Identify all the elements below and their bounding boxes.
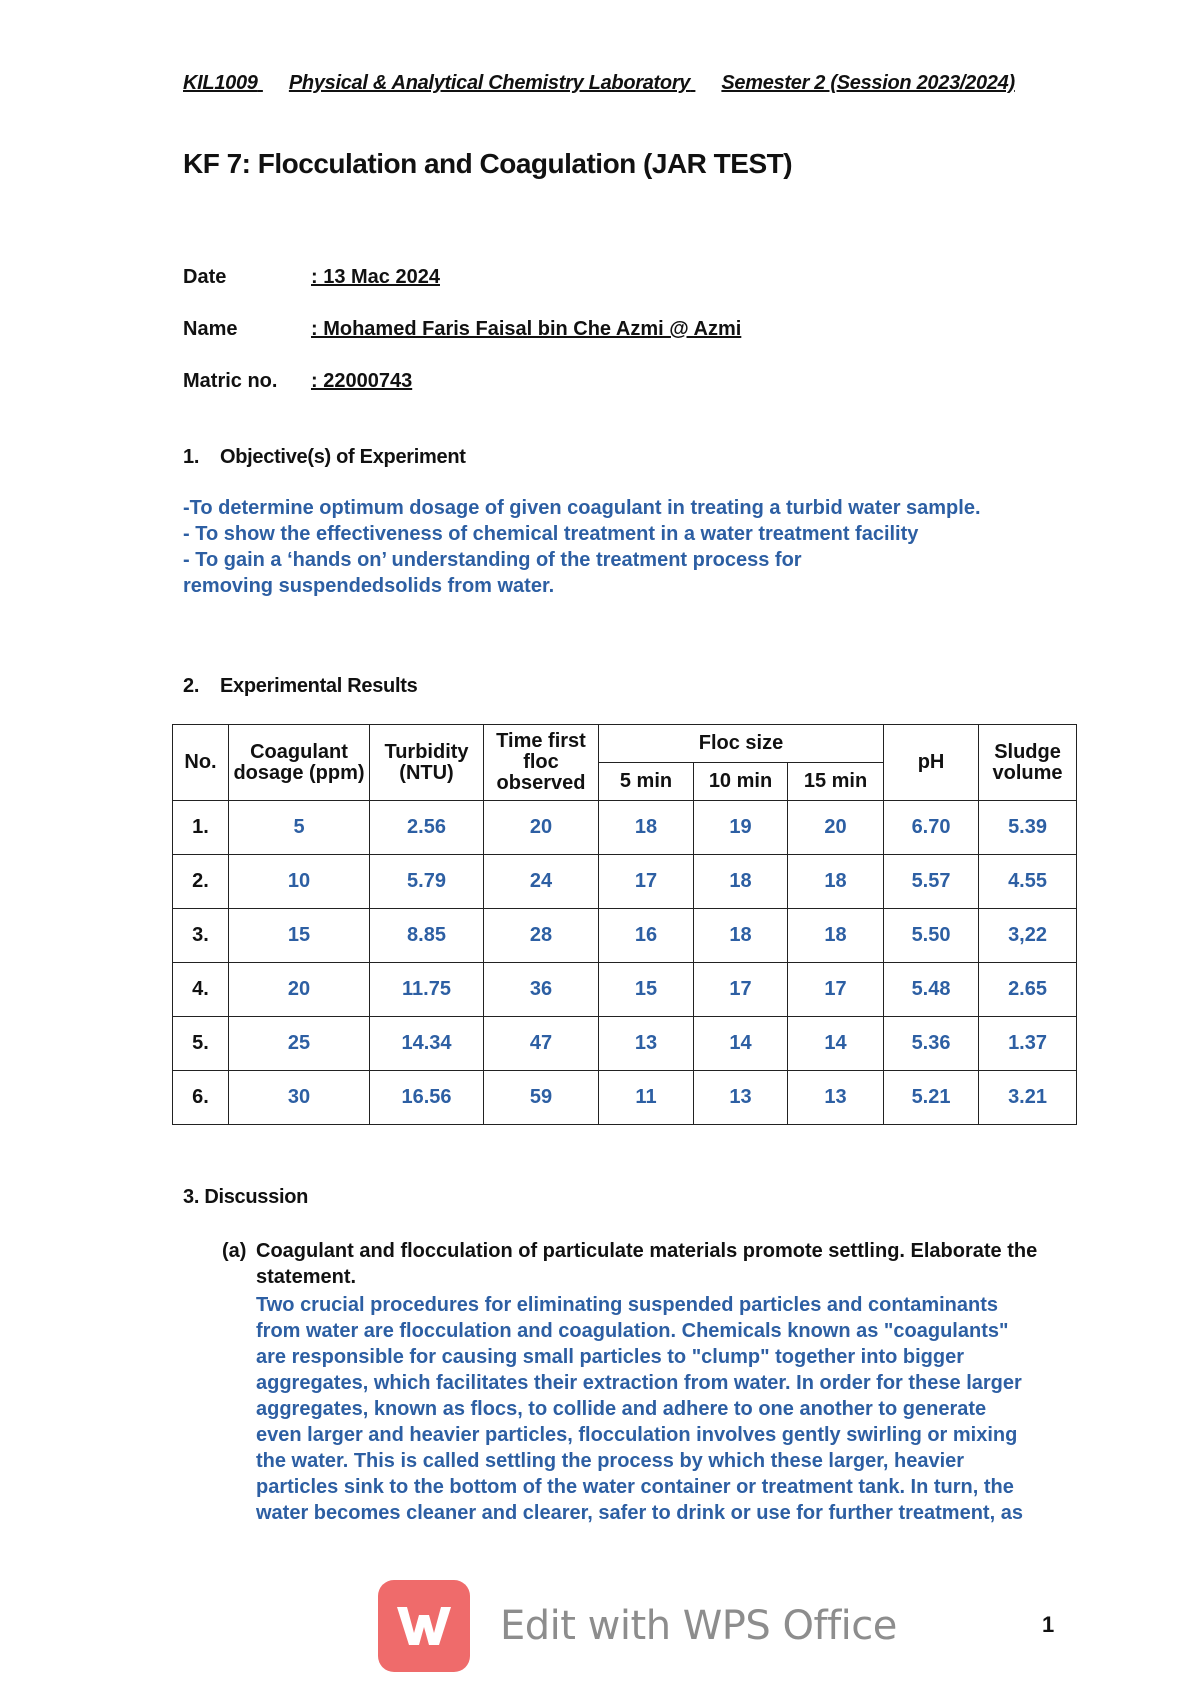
cell-sludge: 3,22 <box>979 909 1077 963</box>
discussion-answer <box>256 1292 1076 1526</box>
cell-dosage: 20 <box>229 963 370 1017</box>
cell-time: 20 <box>484 801 599 855</box>
cell-10min: 18 <box>694 855 788 909</box>
cell-10min: 13 <box>694 1071 788 1125</box>
section-1-number: 1. <box>183 446 200 468</box>
cell-dosage: 15 <box>229 909 370 963</box>
answer-line: even larger and heavier particles, flocculation involves gently swirling or mixing <box>256 1424 1018 1446</box>
answer-line: the water. This is called settling the process by which these larger, heavier <box>256 1450 965 1472</box>
table-row <box>173 909 1077 963</box>
date-value: : 13 Mac 2024 <box>311 266 440 288</box>
wps-edit-text[interactable]: Edit with WPS Office <box>500 1603 897 1649</box>
cell-5min: 11 <box>599 1071 694 1125</box>
section-1-title: Objective(s) of Experiment <box>220 446 466 468</box>
cell-dosage: 30 <box>229 1071 370 1125</box>
course-name: Physical & Analytical Chemistry Laboratory <box>288 72 691 94</box>
section-2-number: 2. <box>183 675 200 697</box>
cell-no: 6. <box>173 1071 229 1125</box>
name-field <box>183 318 741 341</box>
date-field <box>183 266 440 289</box>
answer-line: Two crucial procedures for eliminating suspended particles and contaminants <box>256 1294 999 1316</box>
cell-no: 2. <box>173 855 229 909</box>
cell-no: 1. <box>173 801 229 855</box>
matric-value: : 22000743 <box>311 370 413 392</box>
cell-time: 59 <box>484 1071 599 1125</box>
cell-15min: 18 <box>788 909 884 963</box>
document-title: KF 7: Flocculation and Coagulation (JAR TEST) <box>183 148 793 179</box>
cell-15min: 13 <box>788 1071 884 1125</box>
objective-line: - To show the effectiveness of chemical treatment in a water treatment facility <box>183 523 919 545</box>
objectives-text <box>183 495 1083 599</box>
objective-line: - To gain a ‘hands on’ understanding of the treatment process for <box>183 549 802 571</box>
header-sludge: Sludge volume <box>979 725 1077 801</box>
matric-label: Matric no. <box>183 370 278 392</box>
section-2-heading <box>183 675 417 698</box>
cell-5min: 17 <box>599 855 694 909</box>
running-header <box>183 72 1063 95</box>
cell-ph: 5.36 <box>884 1017 979 1071</box>
cell-no: 3. <box>173 909 229 963</box>
page-number: 1 <box>1042 1612 1055 1637</box>
cell-5min: 16 <box>599 909 694 963</box>
name-label: Name <box>183 318 238 340</box>
wps-logo-icon[interactable] <box>378 1580 470 1672</box>
table-row <box>173 963 1077 1017</box>
cell-dosage: 5 <box>229 801 370 855</box>
cell-turbidity: 11.75 <box>370 963 484 1017</box>
cell-5min: 13 <box>599 1017 694 1071</box>
header-15min: 15 min <box>788 763 884 801</box>
table-row <box>173 801 1077 855</box>
header-no: No. <box>173 725 229 801</box>
header-turbidity: Turbidity (NTU) <box>370 725 484 801</box>
answer-line: particles sink to the bottom of the water container or treatment tank. In turn, the <box>256 1476 1014 1498</box>
table-row <box>173 1017 1077 1071</box>
date-label: Date <box>183 266 227 288</box>
cell-ph: 5.50 <box>884 909 979 963</box>
matric-field <box>183 370 412 393</box>
section-2-title: Experimental Results <box>220 675 418 697</box>
cell-no: 4. <box>173 963 229 1017</box>
cell-15min: 14 <box>788 1017 884 1071</box>
cell-15min: 20 <box>788 801 884 855</box>
answer-line: aggregates, known as flocs, to collide and adhere to one another to generate <box>256 1398 987 1420</box>
answer-line: water becomes cleaner and clearer, safer to drink or use for further treatment, as <box>256 1502 1023 1524</box>
cell-time: 47 <box>484 1017 599 1071</box>
cell-time: 24 <box>484 855 599 909</box>
header-ph: pH <box>884 725 979 801</box>
question-text: Coagulant and flocculation of particulate materials promote settling. Elaborate the statement. <box>256 1240 1038 1288</box>
cell-sludge: 4.55 <box>979 855 1077 909</box>
name-value: : Mohamed Faris Faisal bin Che Azmi @ Azmi <box>311 318 742 340</box>
cell-10min: 18 <box>694 909 788 963</box>
cell-sludge: 1.37 <box>979 1017 1077 1071</box>
table-row <box>173 1071 1077 1125</box>
header-10min: 10 min <box>694 763 788 801</box>
cell-5min: 15 <box>599 963 694 1017</box>
cell-turbidity: 14.34 <box>370 1017 484 1071</box>
section-3-heading: 3. Discussion <box>183 1186 309 1208</box>
objective-line: removing suspendedsolids from water. <box>183 575 555 597</box>
header-5min: 5 min <box>599 763 694 801</box>
header-floc-size: Floc size <box>599 725 884 763</box>
question-tag: (a) <box>222 1240 247 1262</box>
table-row <box>173 855 1077 909</box>
header-dosage: Coagulant dosage (ppm) <box>229 725 370 801</box>
header-time: Time first floc observed <box>484 725 599 801</box>
cell-dosage: 25 <box>229 1017 370 1071</box>
course-code: KIL1009 <box>183 72 258 94</box>
cell-no: 5. <box>173 1017 229 1071</box>
cell-ph: 5.48 <box>884 963 979 1017</box>
answer-line: aggregates, which facilitates their extraction from water. In order for these larger <box>256 1372 1022 1394</box>
discussion-question <box>222 1238 1072 1290</box>
cell-sludge: 3.21 <box>979 1071 1077 1125</box>
cell-turbidity: 2.56 <box>370 801 484 855</box>
cell-10min: 14 <box>694 1017 788 1071</box>
wps-edit-banner[interactable] <box>378 1580 897 1672</box>
cell-time: 36 <box>484 963 599 1017</box>
cell-turbidity: 16.56 <box>370 1071 484 1125</box>
cell-sludge: 2.65 <box>979 963 1077 1017</box>
answer-line: are responsible for causing small particles to "clump" together into bigger <box>256 1346 964 1368</box>
cell-time: 28 <box>484 909 599 963</box>
section-1-heading <box>183 446 466 469</box>
cell-turbidity: 5.79 <box>370 855 484 909</box>
cell-turbidity: 8.85 <box>370 909 484 963</box>
cell-15min: 17 <box>788 963 884 1017</box>
answer-line: from water are flocculation and coagulation. Chemicals known as "coagulants" <box>256 1320 1009 1342</box>
cell-ph: 6.70 <box>884 801 979 855</box>
results-table <box>172 724 1077 1125</box>
cell-10min: 19 <box>694 801 788 855</box>
semester: Semester 2 (Session 2023/2024) <box>721 72 1015 94</box>
cell-ph: 5.21 <box>884 1071 979 1125</box>
cell-5min: 18 <box>599 801 694 855</box>
cell-sludge: 5.39 <box>979 801 1077 855</box>
cell-dosage: 10 <box>229 855 370 909</box>
cell-10min: 17 <box>694 963 788 1017</box>
objective-line: -To determine optimum dosage of given coagulant in treating a turbid water sample. <box>183 497 981 519</box>
cell-ph: 5.57 <box>884 855 979 909</box>
cell-15min: 18 <box>788 855 884 909</box>
